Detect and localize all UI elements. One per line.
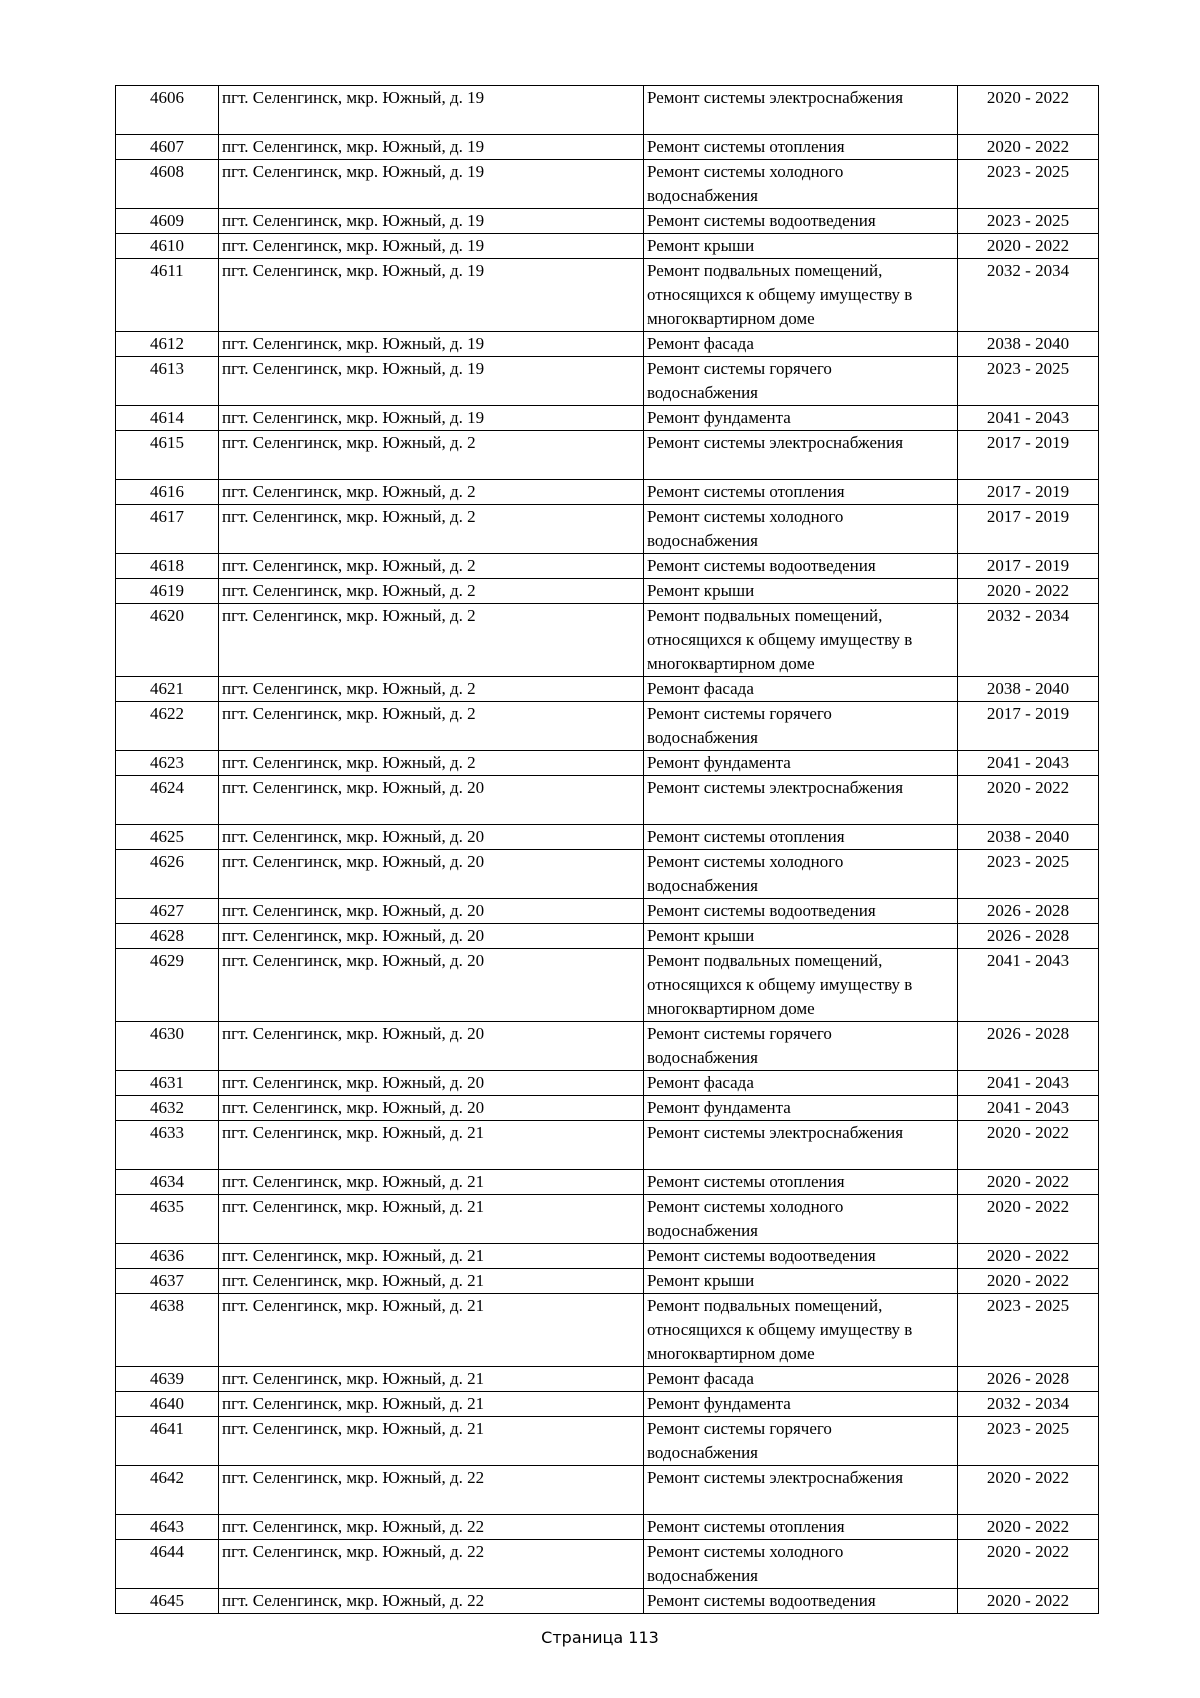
address-cell: пгт. Селенгинск, мкр. Южный, д. 20 xyxy=(219,1096,644,1121)
period-cell: 2023 - 2025 xyxy=(958,1294,1099,1367)
address-cell: пгт. Селенгинск, мкр. Южный, д. 21 xyxy=(219,1244,644,1269)
work-type-cell: Ремонт системы электроснабжения xyxy=(644,1121,958,1170)
period-cell: 2032 - 2034 xyxy=(958,604,1099,677)
work-type-cell: Ремонт системы холодного водоснабжения xyxy=(644,160,958,209)
period-cell: 2017 - 2019 xyxy=(958,554,1099,579)
row-number-cell: 4622 xyxy=(116,702,219,751)
period-cell: 2023 - 2025 xyxy=(958,850,1099,899)
work-type-cell: Ремонт подвальных помещений, относящихся к общему имуществу в многоквартирном доме xyxy=(644,604,958,677)
period-cell: 2023 - 2025 xyxy=(958,160,1099,209)
address-cell: пгт. Селенгинск, мкр. Южный, д. 2 xyxy=(219,604,644,677)
table-row xyxy=(116,825,1099,850)
work-type-cell: Ремонт системы холодного водоснабжения xyxy=(644,1195,958,1244)
period-cell: 2032 - 2034 xyxy=(958,1392,1099,1417)
address-cell: пгт. Селенгинск, мкр. Южный, д. 19 xyxy=(219,406,644,431)
table-row xyxy=(116,579,1099,604)
row-number-cell: 4610 xyxy=(116,234,219,259)
table-row xyxy=(116,505,1099,554)
row-number-cell: 4637 xyxy=(116,1269,219,1294)
address-cell: пгт. Селенгинск, мкр. Южный, д. 2 xyxy=(219,677,644,702)
table-row xyxy=(116,850,1099,899)
row-number-cell: 4643 xyxy=(116,1515,219,1540)
row-number-cell: 4628 xyxy=(116,924,219,949)
period-cell: 2020 - 2022 xyxy=(958,234,1099,259)
table-row xyxy=(116,702,1099,751)
address-cell: пгт. Селенгинск, мкр. Южный, д. 22 xyxy=(219,1540,644,1589)
address-cell: пгт. Селенгинск, мкр. Южный, д. 22 xyxy=(219,1515,644,1540)
period-cell: 2020 - 2022 xyxy=(958,86,1099,135)
address-cell: пгт. Селенгинск, мкр. Южный, д. 20 xyxy=(219,924,644,949)
address-cell: пгт. Селенгинск, мкр. Южный, д. 20 xyxy=(219,899,644,924)
table-row xyxy=(116,1096,1099,1121)
address-cell: пгт. Селенгинск, мкр. Южный, д. 2 xyxy=(219,431,644,480)
table-row xyxy=(116,431,1099,480)
row-number-cell: 4629 xyxy=(116,949,219,1022)
period-cell: 2026 - 2028 xyxy=(958,1367,1099,1392)
address-cell: пгт. Селенгинск, мкр. Южный, д. 19 xyxy=(219,135,644,160)
repair-schedule-table xyxy=(115,85,1099,1614)
work-type-cell: Ремонт системы электроснабжения xyxy=(644,776,958,825)
work-type-cell: Ремонт системы отопления xyxy=(644,825,958,850)
row-number-cell: 4613 xyxy=(116,357,219,406)
row-number-cell: 4645 xyxy=(116,1589,219,1614)
row-number-cell: 4611 xyxy=(116,259,219,332)
work-type-cell: Ремонт подвальных помещений, относящихся к общему имуществу в многоквартирном доме xyxy=(644,1294,958,1367)
period-cell: 2020 - 2022 xyxy=(958,1121,1099,1170)
row-number-cell: 4619 xyxy=(116,579,219,604)
address-cell: пгт. Селенгинск, мкр. Южный, д. 19 xyxy=(219,259,644,332)
row-number-cell: 4633 xyxy=(116,1121,219,1170)
work-type-cell: Ремонт системы водоотведения xyxy=(644,554,958,579)
period-cell: 2023 - 2025 xyxy=(958,357,1099,406)
table-row xyxy=(116,924,1099,949)
table-row xyxy=(116,1417,1099,1466)
work-type-cell: Ремонт системы горячего водоснабжения xyxy=(644,702,958,751)
table-row xyxy=(116,1244,1099,1269)
table-row xyxy=(116,357,1099,406)
table-row xyxy=(116,1170,1099,1195)
address-cell: пгт. Селенгинск, мкр. Южный, д. 21 xyxy=(219,1269,644,1294)
work-type-cell: Ремонт крыши xyxy=(644,924,958,949)
address-cell: пгт. Селенгинск, мкр. Южный, д. 22 xyxy=(219,1589,644,1614)
address-cell: пгт. Селенгинск, мкр. Южный, д. 21 xyxy=(219,1170,644,1195)
address-cell: пгт. Селенгинск, мкр. Южный, д. 20 xyxy=(219,1022,644,1071)
row-number-cell: 4625 xyxy=(116,825,219,850)
table-row xyxy=(116,899,1099,924)
table-row xyxy=(116,949,1099,1022)
work-type-cell: Ремонт системы отопления xyxy=(644,480,958,505)
address-cell: пгт. Селенгинск, мкр. Южный, д. 21 xyxy=(219,1121,644,1170)
period-cell: 2038 - 2040 xyxy=(958,332,1099,357)
period-cell: 2020 - 2022 xyxy=(958,1515,1099,1540)
period-cell: 2020 - 2022 xyxy=(958,1195,1099,1244)
address-cell: пгт. Селенгинск, мкр. Южный, д. 20 xyxy=(219,825,644,850)
table-row xyxy=(116,1466,1099,1515)
table-row xyxy=(116,677,1099,702)
table-body xyxy=(116,86,1099,1614)
work-type-cell: Ремонт системы горячего водоснабжения xyxy=(644,357,958,406)
period-cell: 2041 - 2043 xyxy=(958,1071,1099,1096)
row-number-cell: 4627 xyxy=(116,899,219,924)
table-row xyxy=(116,209,1099,234)
row-number-cell: 4635 xyxy=(116,1195,219,1244)
table-row xyxy=(116,406,1099,431)
period-cell: 2020 - 2022 xyxy=(958,1244,1099,1269)
work-type-cell: Ремонт системы холодного водоснабжения xyxy=(644,1540,958,1589)
address-cell: пгт. Селенгинск, мкр. Южный, д. 21 xyxy=(219,1392,644,1417)
work-type-cell: Ремонт системы отопления xyxy=(644,135,958,160)
period-cell: 2017 - 2019 xyxy=(958,505,1099,554)
table-row xyxy=(116,1294,1099,1367)
work-type-cell: Ремонт фасада xyxy=(644,1071,958,1096)
row-number-cell: 4618 xyxy=(116,554,219,579)
row-number-cell: 4621 xyxy=(116,677,219,702)
work-type-cell: Ремонт фундамента xyxy=(644,1096,958,1121)
address-cell: пгт. Селенгинск, мкр. Южный, д. 21 xyxy=(219,1367,644,1392)
work-type-cell: Ремонт системы горячего водоснабжения xyxy=(644,1022,958,1071)
work-type-cell: Ремонт фундамента xyxy=(644,751,958,776)
period-cell: 2020 - 2022 xyxy=(958,135,1099,160)
row-number-cell: 4620 xyxy=(116,604,219,677)
period-cell: 2017 - 2019 xyxy=(958,480,1099,505)
table-row xyxy=(116,1367,1099,1392)
row-number-cell: 4626 xyxy=(116,850,219,899)
work-type-cell: Ремонт системы электроснабжения xyxy=(644,86,958,135)
row-number-cell: 4608 xyxy=(116,160,219,209)
table-row xyxy=(116,1589,1099,1614)
row-number-cell: 4639 xyxy=(116,1367,219,1392)
address-cell: пгт. Селенгинск, мкр. Южный, д. 19 xyxy=(219,160,644,209)
table-row xyxy=(116,1071,1099,1096)
period-cell: 2041 - 2043 xyxy=(958,751,1099,776)
work-type-cell: Ремонт фасада xyxy=(644,1367,958,1392)
address-cell: пгт. Селенгинск, мкр. Южный, д. 20 xyxy=(219,949,644,1022)
period-cell: 2017 - 2019 xyxy=(958,431,1099,480)
address-cell: пгт. Селенгинск, мкр. Южный, д. 19 xyxy=(219,86,644,135)
table-row xyxy=(116,1195,1099,1244)
row-number-cell: 4630 xyxy=(116,1022,219,1071)
row-number-cell: 4634 xyxy=(116,1170,219,1195)
period-cell: 2020 - 2022 xyxy=(958,579,1099,604)
period-cell: 2020 - 2022 xyxy=(958,1589,1099,1614)
work-type-cell: Ремонт подвальных помещений, относящихся к общему имуществу в многоквартирном доме xyxy=(644,259,958,332)
period-cell: 2041 - 2043 xyxy=(958,949,1099,1022)
address-cell: пгт. Селенгинск, мкр. Южный, д. 21 xyxy=(219,1417,644,1466)
table-row xyxy=(116,234,1099,259)
period-cell: 2020 - 2022 xyxy=(958,1540,1099,1589)
table-row xyxy=(116,1269,1099,1294)
address-cell: пгт. Селенгинск, мкр. Южный, д. 19 xyxy=(219,209,644,234)
address-cell: пгт. Селенгинск, мкр. Южный, д. 2 xyxy=(219,480,644,505)
row-number-cell: 4612 xyxy=(116,332,219,357)
row-number-cell: 4644 xyxy=(116,1540,219,1589)
table-row xyxy=(116,332,1099,357)
table-row xyxy=(116,1022,1099,1071)
row-number-cell: 4624 xyxy=(116,776,219,825)
table-row xyxy=(116,1392,1099,1417)
table-row xyxy=(116,259,1099,332)
period-cell: 2032 - 2034 xyxy=(958,259,1099,332)
table-row xyxy=(116,1515,1099,1540)
row-number-cell: 4617 xyxy=(116,505,219,554)
table-row xyxy=(116,135,1099,160)
row-number-cell: 4638 xyxy=(116,1294,219,1367)
work-type-cell: Ремонт фасада xyxy=(644,332,958,357)
row-number-cell: 4609 xyxy=(116,209,219,234)
address-cell: пгт. Селенгинск, мкр. Южный, д. 19 xyxy=(219,357,644,406)
row-number-cell: 4641 xyxy=(116,1417,219,1466)
work-type-cell: Ремонт подвальных помещений, относящихся к общему имуществу в многоквартирном доме xyxy=(644,949,958,1022)
work-type-cell: Ремонт системы водоотведения xyxy=(644,1589,958,1614)
work-type-cell: Ремонт фундамента xyxy=(644,1392,958,1417)
period-cell: 2038 - 2040 xyxy=(958,825,1099,850)
row-number-cell: 4631 xyxy=(116,1071,219,1096)
table-row xyxy=(116,776,1099,825)
work-type-cell: Ремонт крыши xyxy=(644,234,958,259)
address-cell: пгт. Селенгинск, мкр. Южный, д. 19 xyxy=(219,234,644,259)
row-number-cell: 4607 xyxy=(116,135,219,160)
row-number-cell: 4632 xyxy=(116,1096,219,1121)
address-cell: пгт. Селенгинск, мкр. Южный, д. 19 xyxy=(219,332,644,357)
row-number-cell: 4640 xyxy=(116,1392,219,1417)
work-type-cell: Ремонт системы водоотведения xyxy=(644,1244,958,1269)
table-row xyxy=(116,1121,1099,1170)
address-cell: пгт. Селенгинск, мкр. Южный, д. 21 xyxy=(219,1294,644,1367)
row-number-cell: 4623 xyxy=(116,751,219,776)
address-cell: пгт. Селенгинск, мкр. Южный, д. 22 xyxy=(219,1466,644,1515)
period-cell: 2038 - 2040 xyxy=(958,677,1099,702)
work-type-cell: Ремонт крыши xyxy=(644,1269,958,1294)
period-cell: 2041 - 2043 xyxy=(958,1096,1099,1121)
table-row xyxy=(116,604,1099,677)
period-cell: 2041 - 2043 xyxy=(958,406,1099,431)
work-type-cell: Ремонт системы отопления xyxy=(644,1170,958,1195)
table-row xyxy=(116,480,1099,505)
work-type-cell: Ремонт системы водоотведения xyxy=(644,209,958,234)
table-row xyxy=(116,160,1099,209)
work-type-cell: Ремонт системы холодного водоснабжения xyxy=(644,850,958,899)
table-row xyxy=(116,751,1099,776)
period-cell: 2023 - 2025 xyxy=(958,209,1099,234)
period-cell: 2020 - 2022 xyxy=(958,1269,1099,1294)
work-type-cell: Ремонт системы электроснабжения xyxy=(644,431,958,480)
period-cell: 2020 - 2022 xyxy=(958,776,1099,825)
work-type-cell: Ремонт крыши xyxy=(644,579,958,604)
period-cell: 2023 - 2025 xyxy=(958,1417,1099,1466)
row-number-cell: 4616 xyxy=(116,480,219,505)
work-type-cell: Ремонт системы электроснабжения xyxy=(644,1466,958,1515)
row-number-cell: 4606 xyxy=(116,86,219,135)
work-type-cell: Ремонт системы горячего водоснабжения xyxy=(644,1417,958,1466)
period-cell: 2020 - 2022 xyxy=(958,1170,1099,1195)
page-number: Страница 113 xyxy=(541,1628,659,1647)
address-cell: пгт. Селенгинск, мкр. Южный, д. 2 xyxy=(219,702,644,751)
period-cell: 2026 - 2028 xyxy=(958,1022,1099,1071)
period-cell: 2026 - 2028 xyxy=(958,899,1099,924)
period-cell: 2020 - 2022 xyxy=(958,1466,1099,1515)
row-number-cell: 4614 xyxy=(116,406,219,431)
work-type-cell: Ремонт фундамента xyxy=(644,406,958,431)
period-cell: 2026 - 2028 xyxy=(958,924,1099,949)
period-cell: 2017 - 2019 xyxy=(958,702,1099,751)
row-number-cell: 4615 xyxy=(116,431,219,480)
table-row xyxy=(116,554,1099,579)
address-cell: пгт. Селенгинск, мкр. Южный, д. 20 xyxy=(219,1071,644,1096)
table-row xyxy=(116,1540,1099,1589)
work-type-cell: Ремонт системы водоотведения xyxy=(644,899,958,924)
address-cell: пгт. Селенгинск, мкр. Южный, д. 2 xyxy=(219,579,644,604)
address-cell: пгт. Селенгинск, мкр. Южный, д. 21 xyxy=(219,1195,644,1244)
table-row xyxy=(116,86,1099,135)
work-type-cell: Ремонт фасада xyxy=(644,677,958,702)
work-type-cell: Ремонт системы холодного водоснабжения xyxy=(644,505,958,554)
address-cell: пгт. Селенгинск, мкр. Южный, д. 20 xyxy=(219,776,644,825)
row-number-cell: 4636 xyxy=(116,1244,219,1269)
address-cell: пгт. Селенгинск, мкр. Южный, д. 20 xyxy=(219,850,644,899)
address-cell: пгт. Селенгинск, мкр. Южный, д. 2 xyxy=(219,505,644,554)
row-number-cell: 4642 xyxy=(116,1466,219,1515)
work-type-cell: Ремонт системы отопления xyxy=(644,1515,958,1540)
address-cell: пгт. Селенгинск, мкр. Южный, д. 2 xyxy=(219,751,644,776)
address-cell: пгт. Селенгинск, мкр. Южный, д. 2 xyxy=(219,554,644,579)
